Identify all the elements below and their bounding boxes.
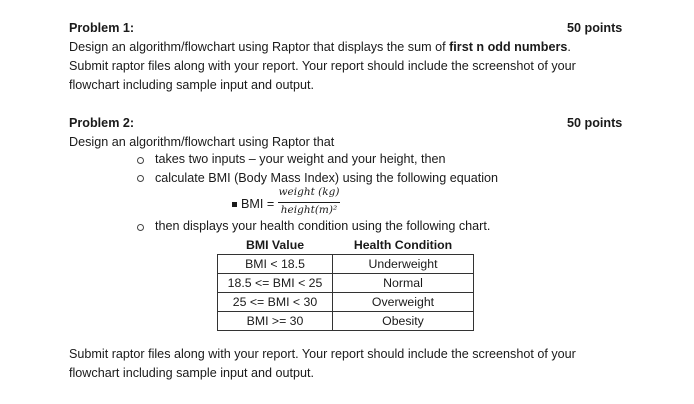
table-cell-condition: Normal [333,274,474,293]
problem1-description-emphasis: first n odd numbers [449,40,568,54]
table-header-row [218,236,474,255]
problem1-title: Problem 1: [69,21,135,35]
table-row [218,255,474,274]
table-cell-bmi: 25 <= BMI < 30 [218,293,333,312]
circle-bullet-icon [137,175,144,182]
table-cell-bmi: 18.5 <= BMI < 25 [218,274,333,293]
formula-label: BMI = [241,197,275,211]
problem1-description [69,39,571,55]
problem1-description-end: . [567,40,571,54]
problem1-points: 50 points [567,21,623,35]
problem2-bullet-display: then displays your health condition using the following chart. [155,219,491,233]
problem2-points: 50 points [567,116,623,130]
circle-bullet-icon [137,224,144,231]
problem2-bullet-inputs: takes two inputs – your weight and your height, then [155,152,446,166]
problem2-intro: Design an algorithm/flowchart using Raptor that [69,135,335,149]
fraction-bar [278,202,340,203]
table-cell-bmi: BMI < 18.5 [218,255,333,274]
formula-numerator: weight (kg) [278,186,340,198]
problem1-description-text: Design an algorithm/flowchart using Raptor that displays the sum of [69,40,450,54]
table-row [218,293,474,312]
table-cell-bmi: BMI >= 30 [218,312,333,331]
problem2-bullet-calculate: calculate BMI (Body Mass Index) using the following equation [155,171,499,185]
formula-denominator: height(m)² [280,204,338,216]
table-header-health-condition: Health Condition [333,236,474,255]
circle-bullet-icon [137,157,144,164]
table-row [218,274,474,293]
table-row [218,312,474,331]
problem2-submit-line: Submit raptor files along with your report. Your report should include the screenshot of your [69,347,576,361]
table-cell-condition: Obesity [333,312,474,331]
table-cell-condition: Underweight [333,255,474,274]
table-header-bmi-value: BMI Value [218,236,333,255]
problem1-submit-line-2: flowchart including sample input and output. [69,78,315,92]
bmi-table [217,236,474,331]
problem1-submit-line: Submit raptor files along with your report. Your report should include the screenshot of your [69,59,576,73]
square-bullet-icon [232,202,237,207]
problem2-title: Problem 2: [69,116,135,130]
problem2-submit-line-2: flowchart including sample input and output. [69,366,315,380]
table-cell-condition: Overweight [333,293,474,312]
